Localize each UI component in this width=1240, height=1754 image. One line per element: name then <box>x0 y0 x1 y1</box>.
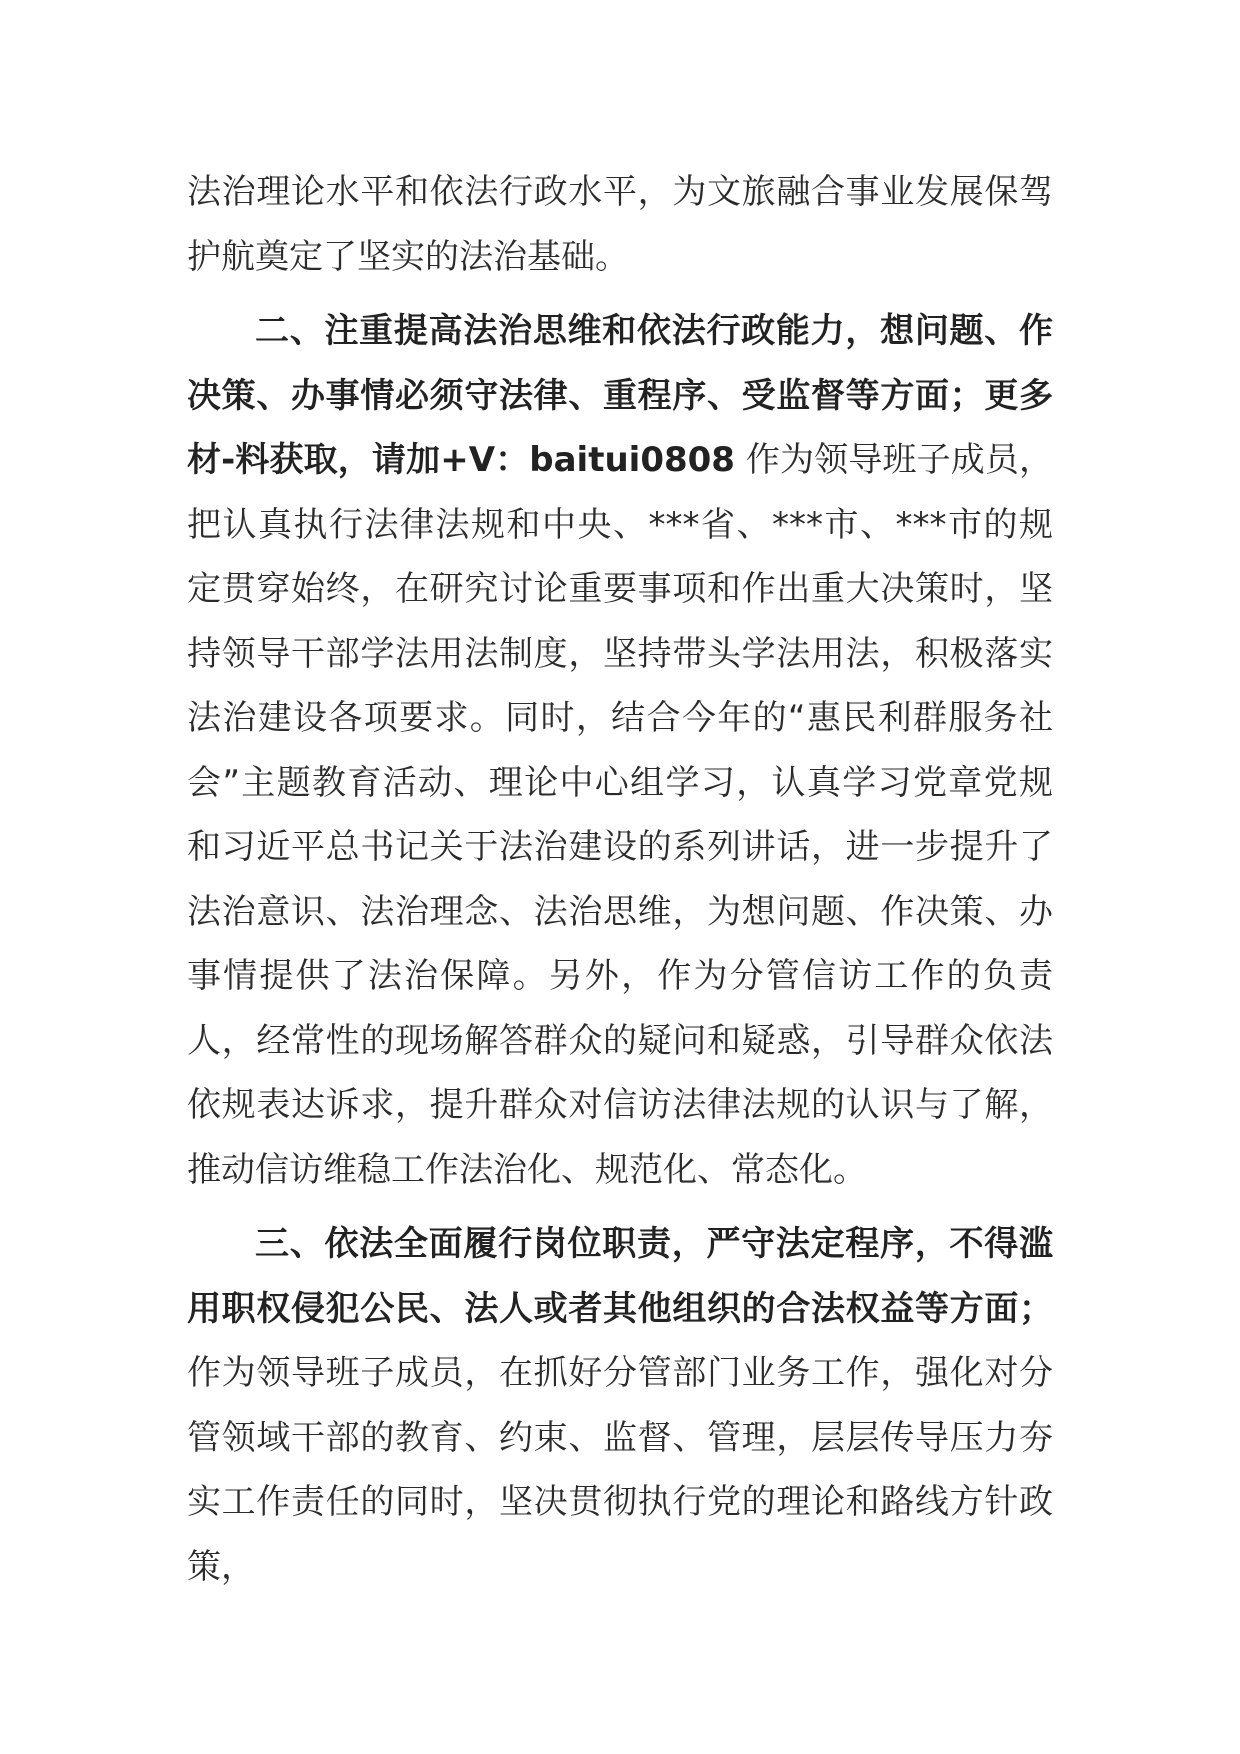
section-heading: 三、依法全面履行岗位职责，严守法定程序，不得滥用职权侵犯公民、法人或者其他组织的合法权益等方面； <box>187 1224 1053 1329</box>
section-heading: 二、注重提高法治思维和依法行政能力，想问题、作决策、办事情必须守法律、重程序、受监督等方面；更多材-料获取，请加+V：baitui0808 <box>187 311 1053 480</box>
paragraph-text: 作为领导班子成员，把认真执行法律法规和中央、***省、***市、***市的规定贯穿始终，在研究讨论重要事项和作出重大决策时，坚持领导干部学法用法制度，坚持带头学法用法，积极落实法治建设各项要求。同时，结合今年的“惠民利群服务社会”主题教育活动、理论中心组学习，认真学习党章党规和习近平总书记关于法治建设的系列讲话，进一步提升了法治意识、法治理念、法治思维，为想问题、作决策、办事情提供了法治保障。另外，作为分管信访工作的负责人，经常性的现场解答群众的疑问和疑惑，引导群众依法依规表达诉求，提升群众对信访法律法规的认识与了解，推动信访维稳工作法治化、规范化、常态化。 <box>187 440 1054 1190</box>
paragraph-text: 作为领导班子成员，在抓好分管部门业务工作，强化对分管领域干部的教育、约束、监督、管理，层层传导压力夯实工作责任的同时，坚决贯彻执行党的理论和路线方针政策， <box>187 1353 1053 1587</box>
paragraph-text: 法治理论水平和依法行政水平，为文旅融合事业发展保驾护航奠定了坚实的法治基础。 <box>187 172 1053 277</box>
paragraph-section-two <box>187 299 1053 1202</box>
paragraph-continuation <box>187 160 1053 289</box>
paragraph-section-three <box>187 1212 1053 1599</box>
document-page <box>187 160 1053 1609</box>
